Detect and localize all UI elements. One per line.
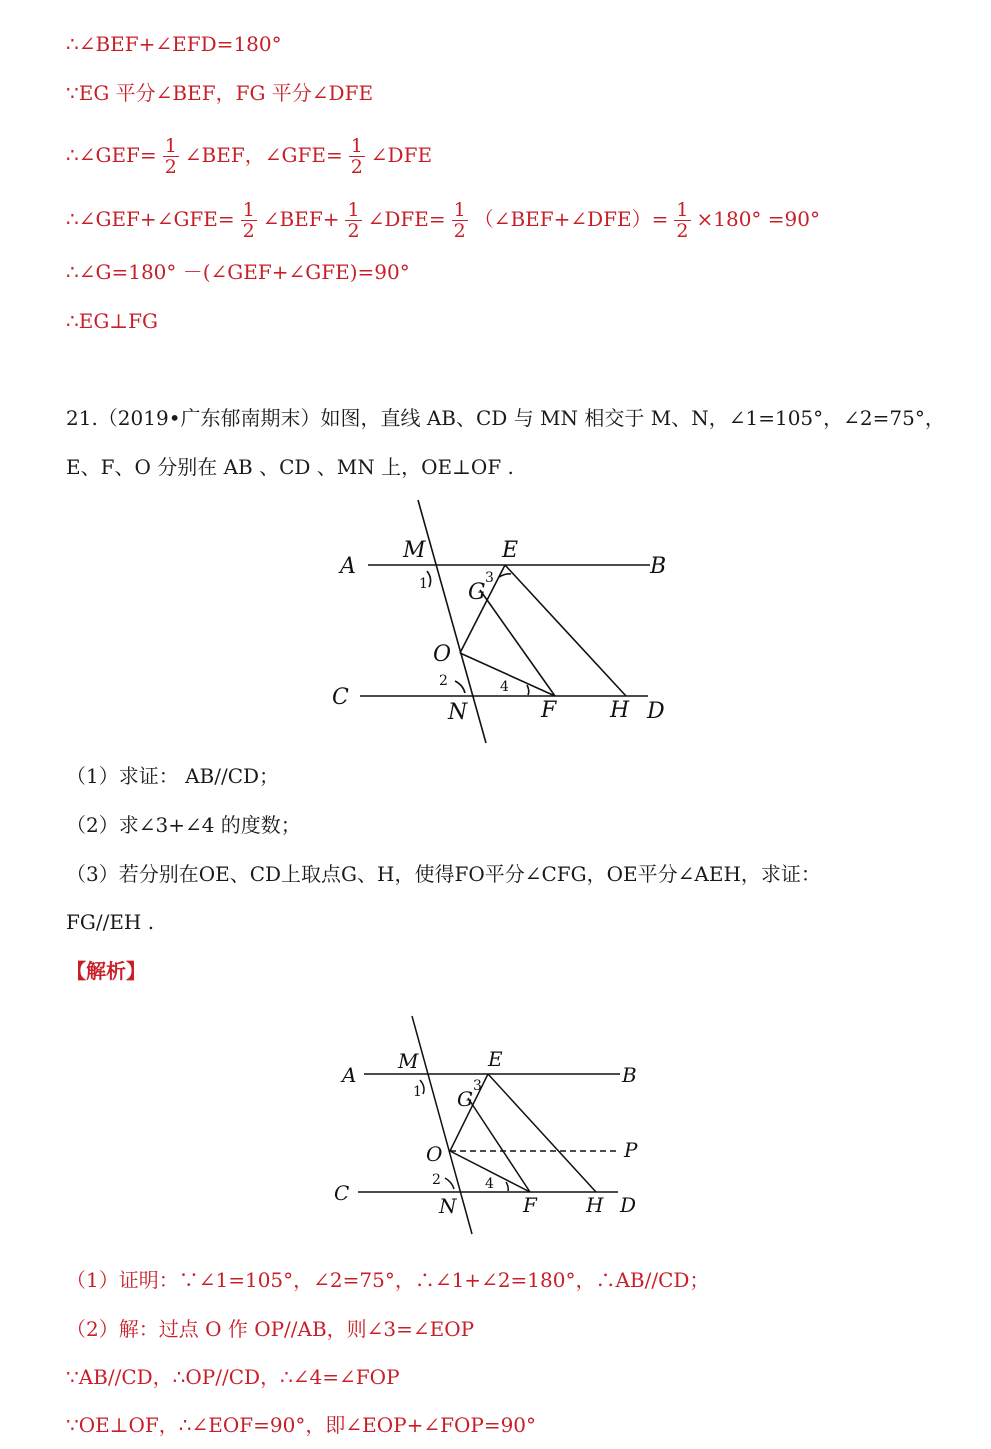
label-angle-4: 4 [485,1176,494,1192]
fraction-half: $\frac{1}{2}$ [242,199,255,242]
segment-EH [488,1074,596,1192]
label-D: D [620,1193,637,1217]
text: ∠DFE [370,143,433,167]
problem-statement-line-2: E、F、O 分别在 AB 、CD 、MN 上，OE⊥OF . [66,455,514,479]
angle-arc-2 [455,681,465,693]
text: ×180° =90° [696,207,820,231]
angle-arc-2 [445,1178,454,1189]
fraction-half: $\frac{1}{2}$ [676,199,689,242]
label-N: N [448,700,468,725]
fraction-half: $\frac{1}{2}$ [164,135,177,178]
fraction-half: $\frac{1}{2}$ [347,199,360,242]
question-3-continued: FG//EH . [66,910,155,934]
label-angle-2: 2 [439,673,448,689]
solution-line-2: ∵EG 平分∠BEF，FG 平分∠DFE [66,81,374,105]
text: ∴∠GEF= [66,143,157,167]
label-N: N [439,1194,457,1218]
label-O: O [426,1142,443,1166]
label-C: C [332,685,349,710]
angle-arc-4 [527,685,529,695]
label-M: M [403,538,426,563]
text: ∠DFE= [367,207,446,231]
solution-line-1: ∴∠BEF+∠EFD=180° [66,32,282,56]
solution-part1: （1）证明：∵∠1=105°，∠2=75°，∴∠1+∠2=180°，∴AB//CD； [66,1268,710,1292]
analysis-heading: 【解析】 [66,959,146,983]
label-M: M [398,1049,419,1073]
label-E: E [502,538,519,563]
label-G: G [468,580,486,605]
label-A: A [340,554,356,579]
fraction-half: $\frac{1}{2}$ [350,135,363,178]
label-C: C [334,1181,350,1205]
segment-EH [505,565,626,696]
geometry-figure-solution [320,1008,650,1240]
label-F: F [541,698,557,723]
label-angle-2: 2 [432,1172,441,1188]
label-angle-3: 3 [485,570,494,586]
label-angle-3: 3 [473,1078,482,1094]
fraction-half: $\frac{1}{2}$ [453,199,466,242]
text: ∠BEF，∠GFE= [184,143,343,167]
label-angle-1: 1 [413,1084,422,1100]
label-E: E [488,1047,503,1071]
text: ∠BEF+ [262,207,340,231]
label-A: A [342,1063,357,1087]
label-P: P [624,1138,638,1162]
solution-part2-line-1: （2）解：过点 O 作 OP//AB，则∠3=∠EOP [66,1317,475,1341]
question-1: （1）求证： AB//CD； [66,764,280,788]
geometry-figure-problem [320,495,690,750]
label-O: O [433,642,452,667]
solution-line-5: ∴∠G=180° －(∠GEF+∠GFE)=90° [66,260,410,284]
solution-line-4 [66,200,820,241]
label-B: B [650,554,667,579]
label-F: F [523,1193,537,1217]
text: ∴∠GEF+∠GFE= [66,207,235,231]
question-3: （3）若分别在OE、CD上取点G、H，使得FO平分∠CFG，OE平分∠AEH，求证： [66,862,821,886]
problem-statement-line-1: 21.（2019•广东郁南期末）如图，直线 AB、CD 与 MN 相交于 M、N，∠1=105°，∠2=75°， [66,406,945,430]
solution-part2-line-2: ∵AB//CD，∴OP//CD，∴∠4=∠FOP [66,1365,400,1389]
label-G: G [457,1087,473,1111]
segment-OE [450,1074,488,1151]
text: （∠BEF+∠DFE）= [473,207,669,231]
label-angle-4: 4 [500,679,509,695]
solution-line-3 [66,136,432,177]
angle-arc-4 [506,1182,508,1191]
question-2: （2）求∠3+∠4 的度数； [66,813,301,837]
label-H: H [610,698,630,723]
label-D: D [647,699,665,724]
segment-GF [468,1098,530,1192]
solution-line-6: ∴EG⊥FG [66,309,158,333]
segment-OE [460,565,505,653]
label-H: H [586,1193,604,1217]
label-angle-1: 1 [419,576,428,592]
label-B: B [622,1063,637,1087]
solution-part2-line-3: ∵OE⊥OF，∴∠EOF=90°，即∠EOP+∠FOP=90° [66,1413,537,1437]
